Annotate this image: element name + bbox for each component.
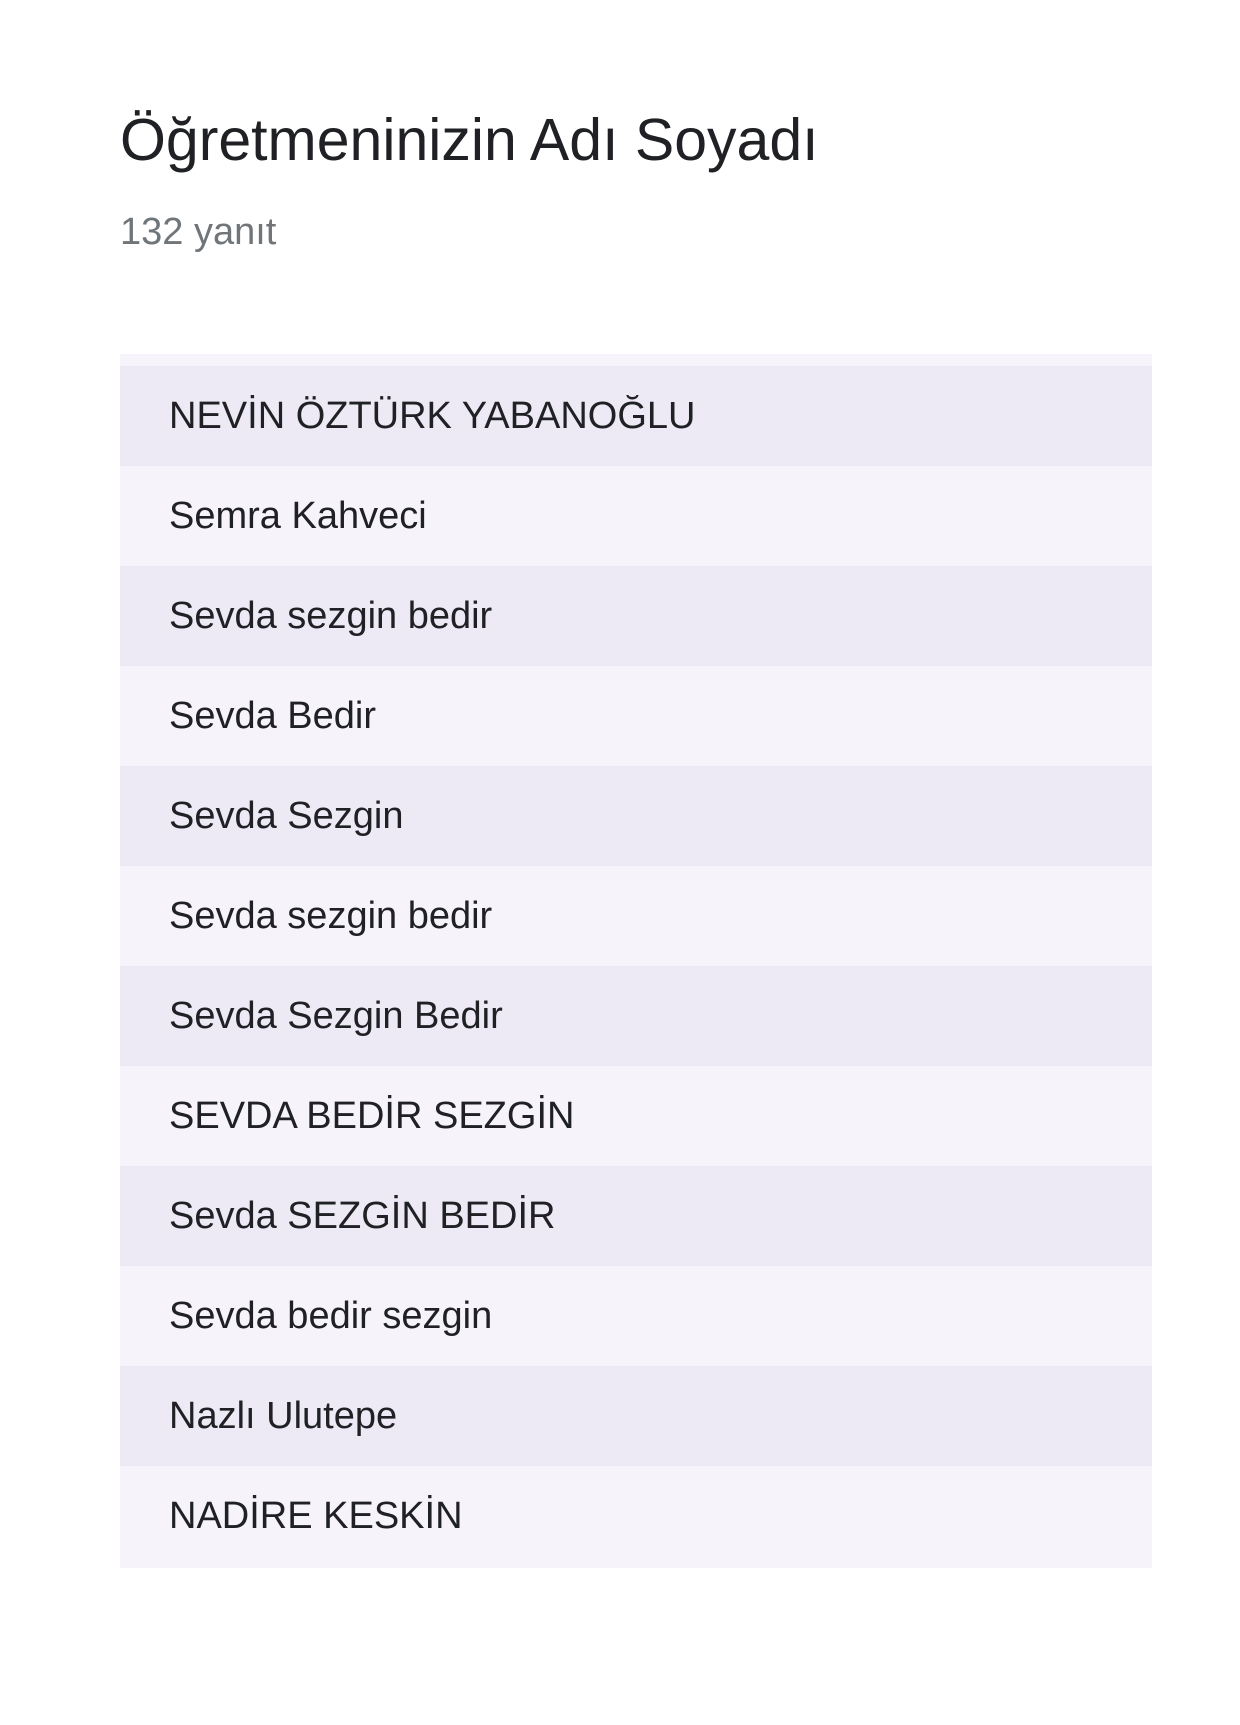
response-row: Sevda bedir sezgin: [120, 1266, 1152, 1366]
list-top-strip: [120, 354, 1152, 366]
response-row: Nazlı Ulutepe: [120, 1366, 1152, 1466]
response-row: Sevda sezgin bedir: [120, 566, 1152, 666]
response-row: Sevda SEZGİN BEDİR: [120, 1166, 1152, 1266]
response-row: NEVİN ÖZTÜRK YABANOĞLU: [120, 366, 1152, 466]
response-count: 132 yanıt: [120, 211, 277, 253]
response-row: Semra Kahveci: [120, 466, 1152, 566]
response-row: NADİRE KESKİN: [120, 1466, 1152, 1566]
question-title: Öğretmeninizin Adı Soyadı: [120, 107, 819, 173]
responses-list[interactable]: [120, 354, 1152, 1568]
response-row: Sevda Bedir: [120, 666, 1152, 766]
response-row: Sevda Sezgin Bedir: [120, 966, 1152, 1066]
response-row: Sevda sezgin bedir: [120, 866, 1152, 966]
response-row: Sevda Sezgin: [120, 766, 1152, 866]
response-row: SEVDA BEDİR SEZGİN: [120, 1066, 1152, 1166]
